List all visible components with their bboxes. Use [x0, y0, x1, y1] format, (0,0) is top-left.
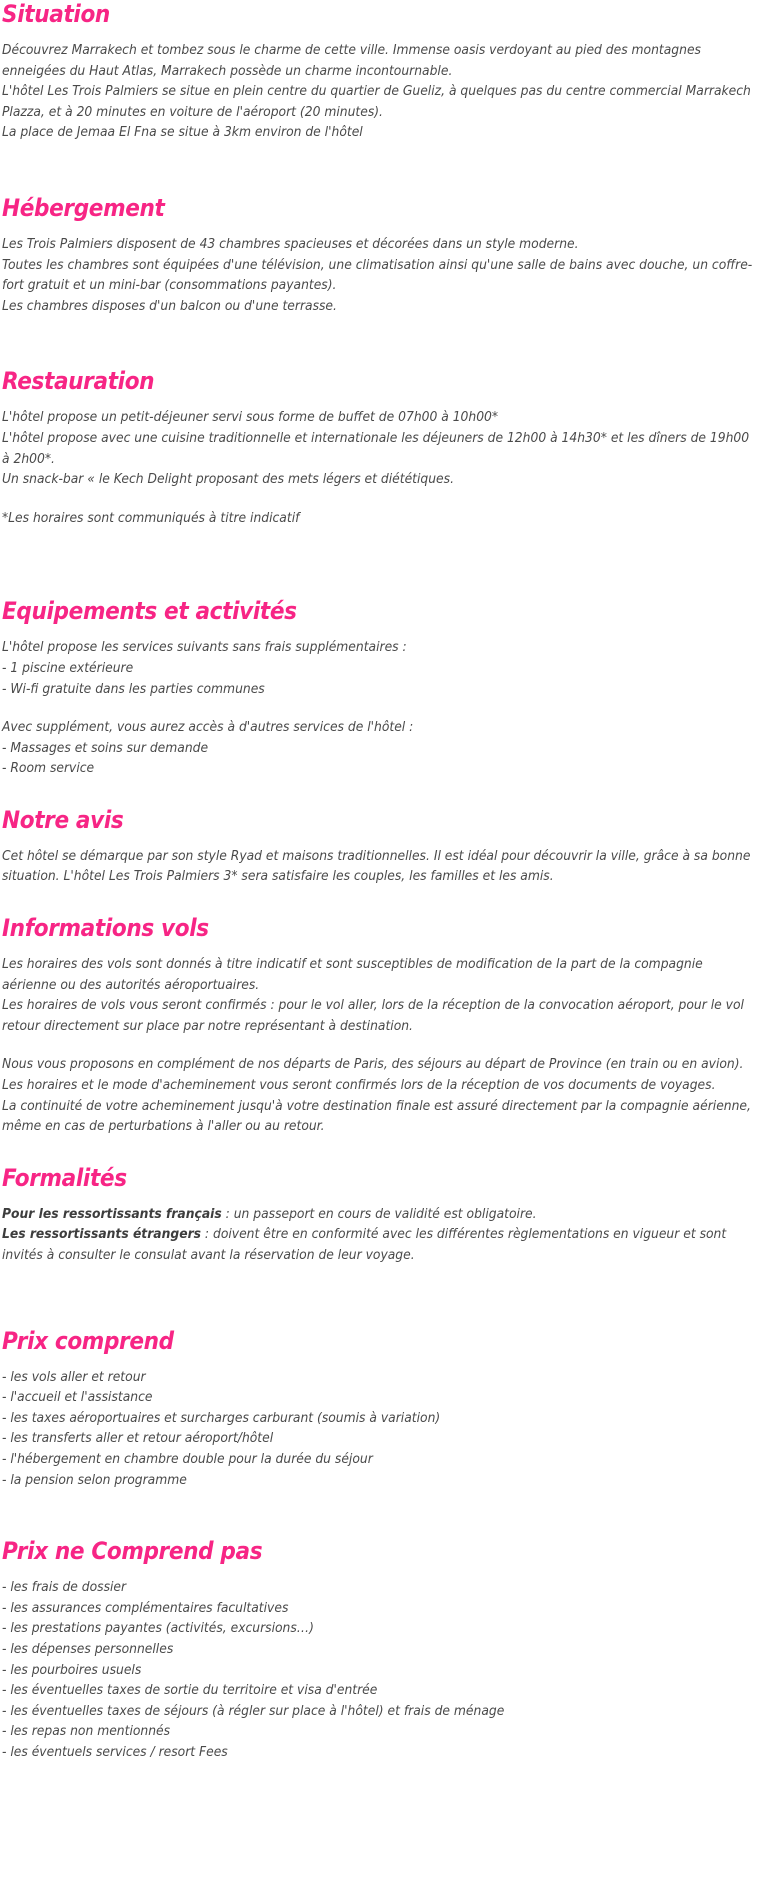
hebergement-line-1: Les Trois Palmiers disposent de 43 chambres spacieuses et décorées dans un style moderne. — [2, 236, 579, 252]
list-item: - l'hébergement en chambre double pour la durée du séjour — [2, 1451, 373, 1467]
section-title-hebergement: Hébergement — [2, 193, 165, 222]
vols-paragraph-4: Les horaires et le mode d'acheminement vous seront confirmés lors de la réception de vos documents de voyages. — [2, 1078, 716, 1094]
situation-line-3: La place de Jemaa El Fna se situe à 3km environ de l'hôtel — [2, 125, 363, 141]
list-item: - les vols aller et retour — [2, 1369, 146, 1385]
list-item: - les éventuelles taxes de sortie du territoire et visa d'entrée — [2, 1683, 378, 1699]
section-notre-avis — [2, 806, 756, 888]
list-item: - Wi-fi gratuite dans les parties communes — [2, 681, 265, 697]
section-title-notre-avis: Notre avis — [2, 805, 124, 834]
formalites-line-1-rest: : un passeport en cours de validité est obligatoire. — [221, 1206, 537, 1222]
list-item: - les éventuelles taxes de séjours (à régler sur place à l'hôtel) et frais de ménage — [2, 1703, 505, 1719]
hebergement-line-2: Toutes les chambres sont équipées d'une télévision, une climatisation ainsi qu'une salle de bains avec douche, un coffre-fort gratuit et un mini-bar (consommations payantes). — [2, 257, 753, 294]
formalites-line-2-rest: : doivent être en conformité avec les différentes règlementations en vigueur et sont invités à consulter le consulat avant la réservation de leur voyage. — [2, 1227, 727, 1263]
prix-comprend-list — [2, 1368, 756, 1492]
restauration-footnote: *Les horaires sont communiqués à titre indicatif — [2, 510, 300, 526]
restauration-line-1: L'hôtel propose un petit-déjeuner servi sous forme de buffet de 07h00 à 10h00* — [2, 410, 499, 426]
equipements-intro-free: L'hôtel propose les services suivants sans frais supplémentaires : — [2, 640, 407, 656]
section-prix-comprend — [2, 1327, 756, 1492]
list-item: - les dépenses personnelles — [2, 1641, 174, 1657]
list-item: - les assurances complémentaires facultatives — [2, 1600, 289, 1616]
list-item: - les taxes aéroportuaires et surcharges carburant (soumis à variation) — [2, 1410, 441, 1426]
section-hebergement — [2, 194, 756, 317]
list-item: - les transferts aller et retour aéroport/hôtel — [2, 1431, 274, 1447]
prix-ne-comprend-pas-list — [2, 1578, 756, 1763]
formalites-line-2 — [2, 1225, 756, 1266]
section-title-informations-vols: Informations vols — [2, 914, 209, 943]
equipements-paid-list — [2, 739, 756, 780]
section-restauration — [2, 367, 756, 529]
section-title-prix-ne-comprend-pas: Prix ne Comprend pas — [2, 1537, 263, 1566]
notre-avis-paragraph: Cet hôtel se démarque par son style Ryad et maisons traditionnelles. Il est idéal pour découvrir la ville, grâce à sa bonne situation. L'hôtel Les Trois Palmiers 3* sera satisfaire les couples, les familles et les amis. — [2, 848, 751, 885]
section-situation — [2, 0, 756, 144]
equipements-intro-paid: Avec supplément, vous aurez accès à d'autres services de l'hôtel : — [2, 720, 414, 736]
vols-paragraph-3: Nous vous proposons en complément de nos départs de Paris, des séjours au départ de Province (en train ou en avion). — [2, 1057, 744, 1073]
list-item: - Massages et soins sur demande — [2, 740, 209, 756]
vols-paragraph-1: Les horaires des vols sont donnés à titre indicatif et sont susceptibles de modification de la part de la compagnie aérienne ou des autorités aéroportuaires. — [2, 957, 703, 993]
section-title-restauration: Restauration — [2, 367, 155, 396]
section-informations-vols — [2, 914, 756, 1138]
situation-line-2: L'hôtel Les Trois Palmiers se situe en plein centre du quartier de Gueliz, à quelques pas du centre commercial Marrakech Plazza, et à 20 minutes en voiture de l'aéroport (20 minutes). — [2, 84, 751, 120]
formalites-line-2-bold: Les ressortissants étrangers — [2, 1227, 202, 1243]
section-prix-ne-comprend-pas — [2, 1537, 756, 1763]
list-item: - les éventuels services / resort Fees — [2, 1744, 228, 1760]
list-item: - les pourboires usuels — [2, 1662, 142, 1678]
list-item: - les frais de dossier — [2, 1580, 127, 1596]
vols-paragraph-2: Les horaires de vols vous seront confirmés : pour le vol aller, lors de la réception de la convocation aéroport, pour le vol retour directement sur place par notre représentant à destination. — [2, 998, 744, 1034]
list-item: - les prestations payantes (activités, excursions…) — [2, 1621, 314, 1637]
formalites-line-1 — [2, 1205, 756, 1226]
section-title-situation: Situation — [2, 0, 110, 28]
formalites-line-1-bold: Pour les ressortissants français — [2, 1206, 222, 1222]
restauration-line-3: Un snack-bar « le Kech Delight proposant des mets légers et diététiques. — [2, 472, 454, 488]
list-item: - les repas non mentionnés — [2, 1724, 171, 1740]
hebergement-line-3: Les chambres disposes d'un balcon ou d'une terrasse. — [2, 298, 337, 314]
section-title-prix-comprend: Prix comprend — [2, 1326, 174, 1355]
situation-line-1: Découvrez Marrakech et tombez sous le charme de cette ville. Immense oasis verdoyant au pied des montagnes enneigées du Haut Atlas, Marrakech possède un charme incontournable. — [2, 43, 701, 79]
section-equipements — [2, 597, 756, 780]
list-item: - Room service — [2, 761, 95, 777]
list-item: - la pension selon programme — [2, 1472, 187, 1488]
equipements-free-list — [2, 659, 756, 700]
section-title-formalites: Formalités — [2, 1163, 127, 1192]
list-item: - l'accueil et l'assistance — [2, 1390, 153, 1406]
section-title-equipements: Equipements et activités — [2, 597, 297, 626]
section-formalites — [2, 1164, 756, 1267]
vols-paragraph-5: La continuité de votre acheminement jusqu'à votre destination finale est assuré directement par la compagnie aérienne, même en cas de perturbations à l'aller ou au retour. — [2, 1098, 751, 1135]
restauration-line-2: L'hôtel propose avec une cuisine traditionnelle et internationale les déjeuners de 12h00 à 14h30* et les dîners de 19h00 à 2h00*. — [2, 430, 750, 467]
list-item: - 1 piscine extérieure — [2, 660, 134, 676]
